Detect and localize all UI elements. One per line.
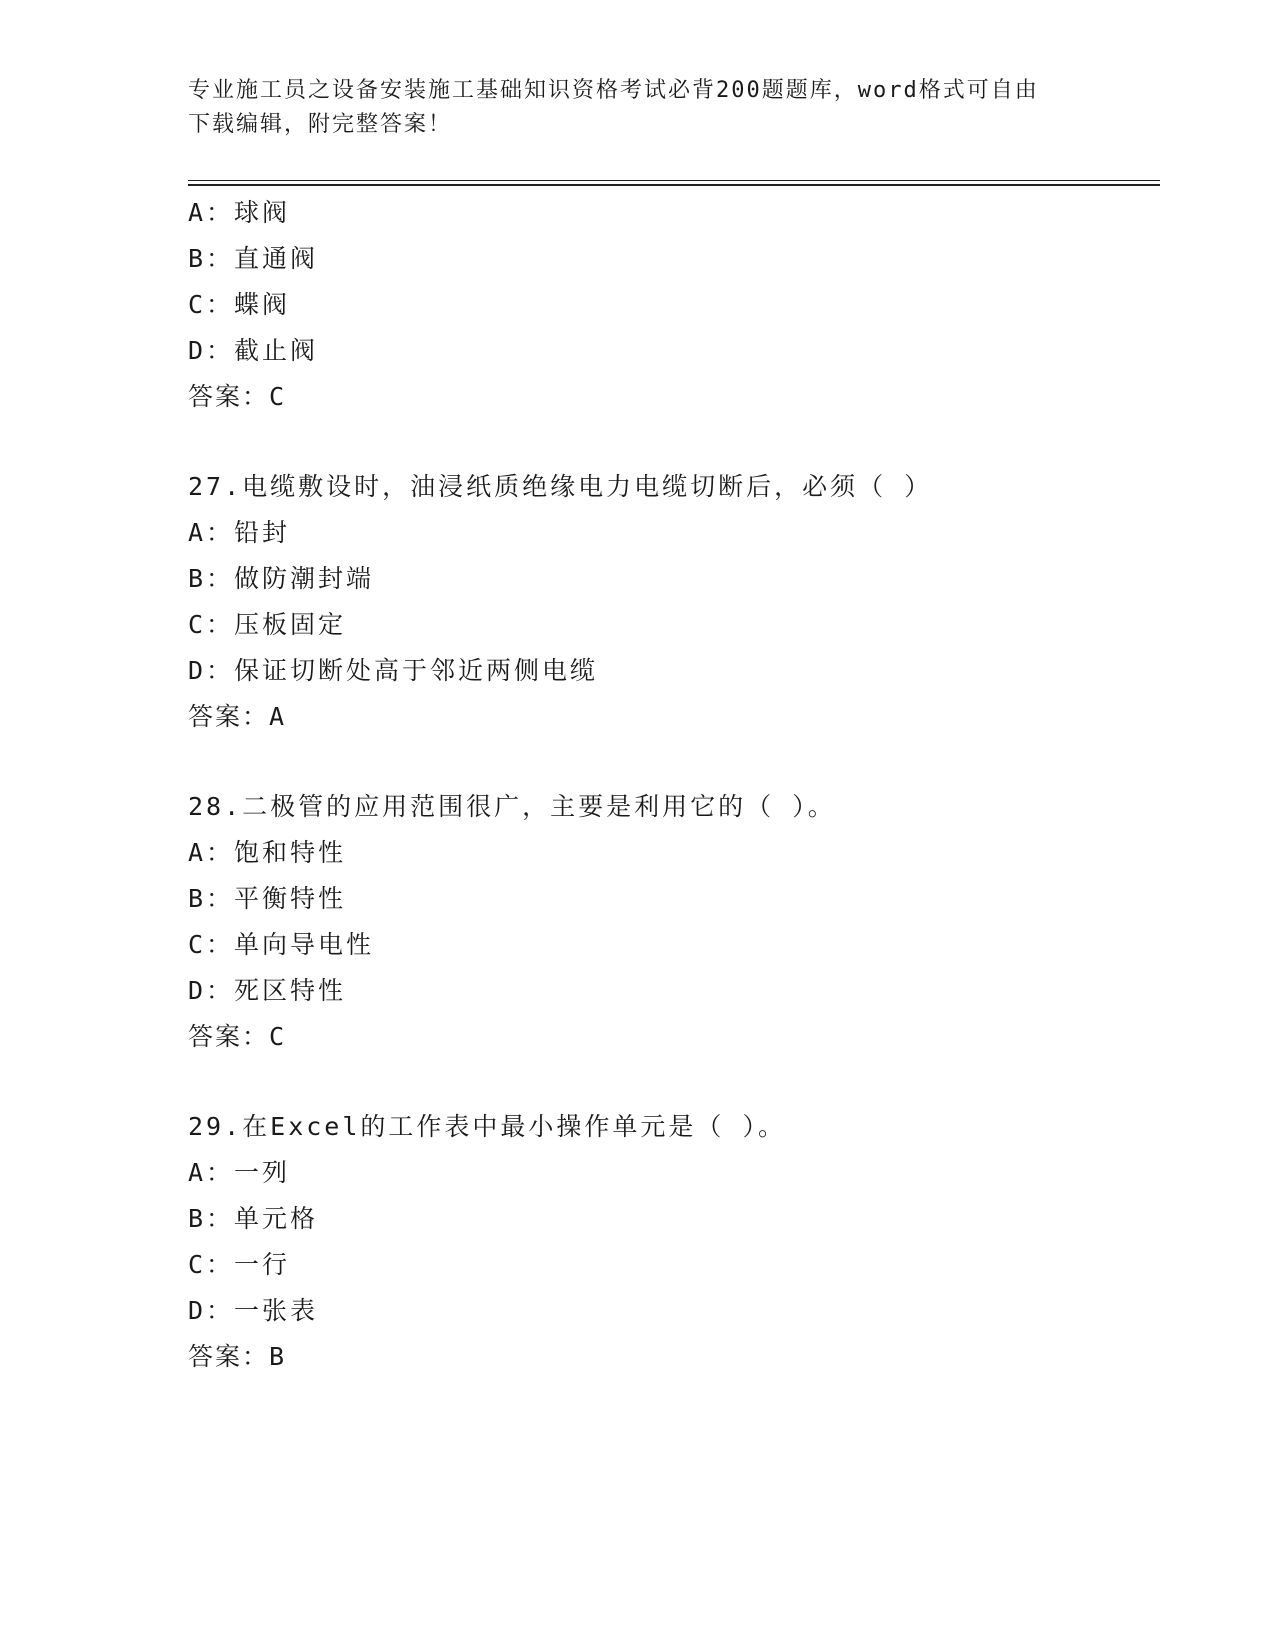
option-a: A：一列 xyxy=(188,1158,291,1187)
option-a: A：饱和特性 xyxy=(188,838,347,867)
answer: 答案：B xyxy=(188,1342,287,1371)
option-c: C：单向导电性 xyxy=(188,930,375,959)
option-c: C：压板固定 xyxy=(188,610,347,639)
option-b: B：直通阀 xyxy=(188,244,319,273)
option-b: B：单元格 xyxy=(188,1204,319,1233)
question-text: 28.二极管的应用范围很广，主要是利用它的（ ）。 xyxy=(188,792,836,821)
question-block-27 xyxy=(188,464,1160,740)
header-line-2: 下载编辑，附完整答案！ xyxy=(188,112,453,137)
spacer xyxy=(188,740,1160,784)
option-b: B：做防潮封端 xyxy=(188,564,375,593)
option-d: D：保证切断处高于邻近两侧电缆 xyxy=(188,656,599,685)
question-list xyxy=(188,190,1160,1380)
option-c: C：一行 xyxy=(188,1250,291,1279)
question-block-26 xyxy=(188,190,1160,420)
question-text: 29.在Excel的工作表中最小操作单元是（ ）。 xyxy=(188,1112,786,1141)
answer: 答案：C xyxy=(188,1022,287,1051)
option-a: A：铅封 xyxy=(188,518,291,547)
document-header xyxy=(188,74,1088,142)
answer: 答案：A xyxy=(188,702,287,731)
header-divider-thin xyxy=(188,180,1160,181)
option-d: D：一张表 xyxy=(188,1296,319,1325)
option-c: C：蝶阀 xyxy=(188,290,291,319)
question-block-28 xyxy=(188,784,1160,1060)
option-d: D：死区特性 xyxy=(188,976,347,1005)
option-b: B：平衡特性 xyxy=(188,884,347,913)
header-line-1: 专业施工员之设备安装施工基础知识资格考试必背200题题库，word格式可自由 xyxy=(188,78,1039,103)
question-text: 27.电缆敷设时，油浸纸质绝缘电力电缆切断后，必须（ ） xyxy=(188,472,933,501)
question-block-29 xyxy=(188,1104,1160,1380)
answer: 答案：C xyxy=(188,382,287,411)
header-divider-thick xyxy=(188,184,1160,186)
spacer xyxy=(188,420,1160,464)
spacer xyxy=(188,1060,1160,1104)
option-a: A：球阀 xyxy=(188,198,291,227)
option-d: D：截止阀 xyxy=(188,336,319,365)
